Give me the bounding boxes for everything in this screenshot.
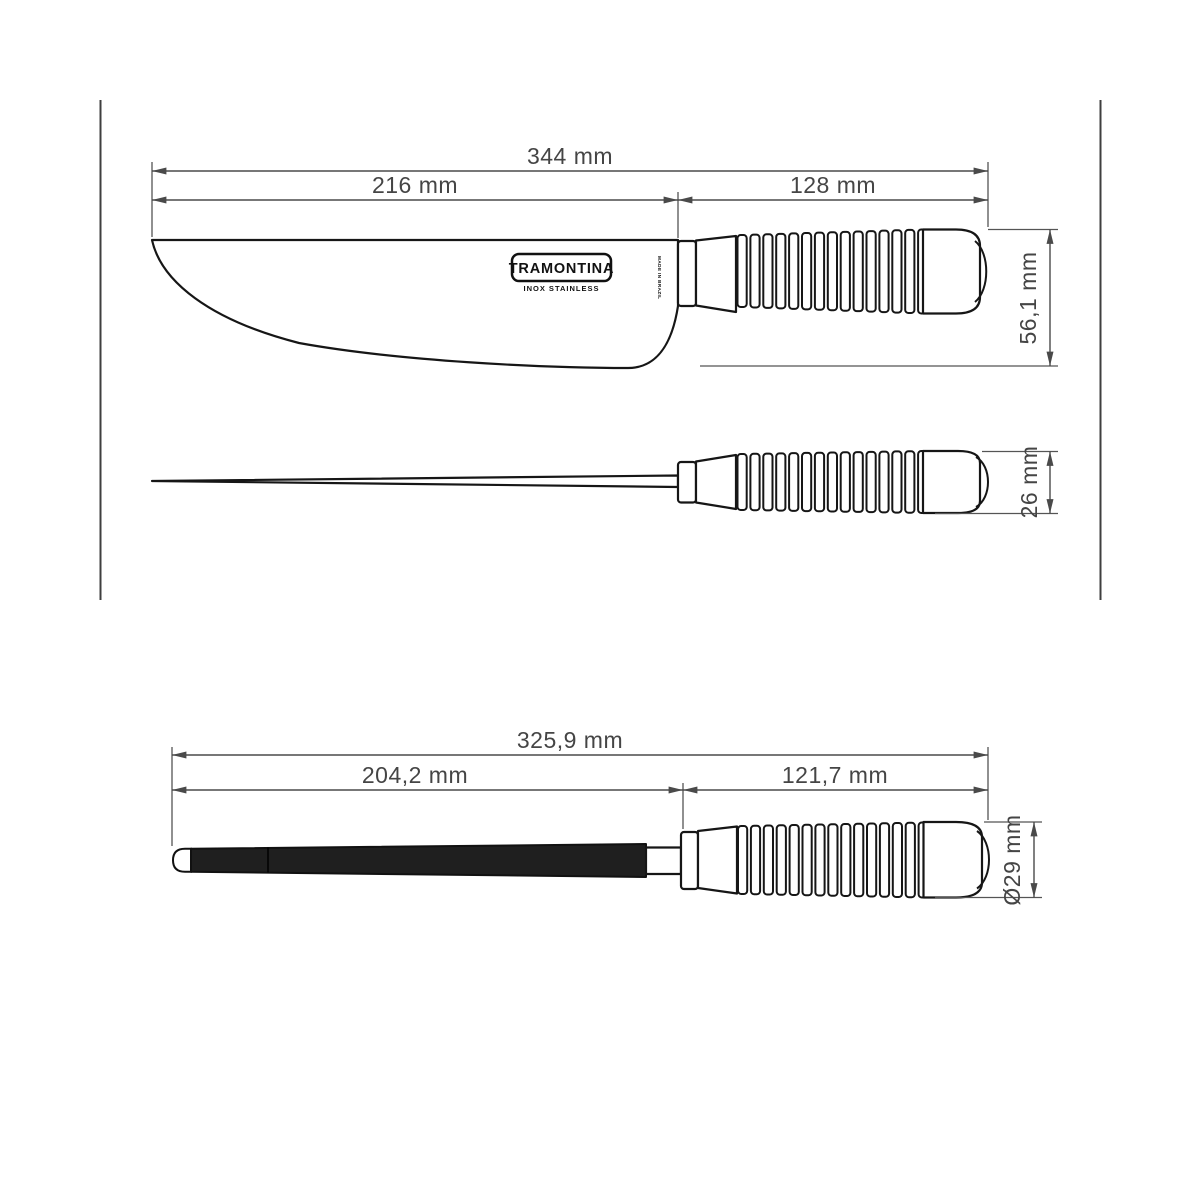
handle-rib [854,824,863,897]
handle-rib [893,823,902,897]
handle-rib [738,826,747,894]
steel-handle-length-label: 121,7 mm [781,762,889,788]
handle-rib [828,232,837,310]
handle-rib [841,824,850,896]
brand-plate [509,254,614,293]
handle-rib [854,231,863,311]
handle-bolster [696,236,736,312]
rod-ferrule [646,848,681,875]
handle-rib [790,825,799,895]
handle-bolster [696,455,736,509]
handle-rib [776,234,785,309]
knife-handle-top [678,451,988,513]
handle-rib [880,823,889,897]
rod-length-label: 204,2 mm [361,762,469,788]
handle-length-label: 128 mm [789,172,877,198]
handle-rib [905,451,914,513]
handle-rib [892,230,901,312]
rod-tip [173,849,191,872]
handle-rib [802,233,811,309]
handle-rib [815,825,824,896]
handle-rib [815,233,824,310]
handle-front-band [678,462,696,503]
handle-rib [867,231,876,312]
blade-length-label: 216 mm [371,172,459,198]
handle-rib [867,824,876,897]
steel-diameter-label: Ø29 mm [999,814,1026,906]
handle-rib [841,232,850,311]
handle-rib [828,824,837,896]
sharpening-rod [191,844,646,877]
handle-rib [879,452,888,513]
handle-rib [751,826,760,895]
handle-rib [738,235,747,307]
handle-ribs [738,230,928,314]
steel-total-length-label: 325,9 mm [516,727,624,753]
handle-bolster [698,827,737,894]
handle-rib [750,235,759,308]
handle-rib [738,454,747,510]
handle-ribs [738,451,928,513]
knife-height-label: 56,1 mm [1015,251,1042,345]
handle-rib [828,453,837,512]
brand-subtitle: INOX STAINLESS [523,284,600,293]
handle-rib [763,454,772,511]
brand-logo: TRAMONTINA [508,261,615,277]
handle-rib [803,825,812,896]
blade-stamp: MADE IN BRAZIL [656,256,661,300]
handle-rib [879,231,888,312]
handle-rib [750,454,759,510]
knife-handle-side [678,230,986,314]
handle-rib [802,453,811,511]
handle-rib [764,826,773,895]
handle-rib [789,233,798,308]
handle-rib [892,451,901,512]
handle-thickness-label: 26 mm [1016,445,1043,519]
handle-end-cap [923,230,980,314]
handle-rib [854,452,863,512]
handle-rib [776,453,785,510]
handle-front-band [678,241,696,306]
handle-rib [777,825,786,895]
handle-end-cap [923,451,980,513]
handle-rib [906,823,915,898]
handle-ribs [738,823,928,898]
handle-rib [905,230,914,313]
handle-rib [841,452,850,511]
handle-end-cap [924,822,983,898]
handle-rib [789,453,798,511]
steel-handle [681,822,989,898]
handle-rib [867,452,876,512]
handle-rib [815,453,824,512]
handle-front-band [681,832,698,889]
handle-rib [763,234,772,308]
total-length-label: 344 mm [526,143,614,169]
